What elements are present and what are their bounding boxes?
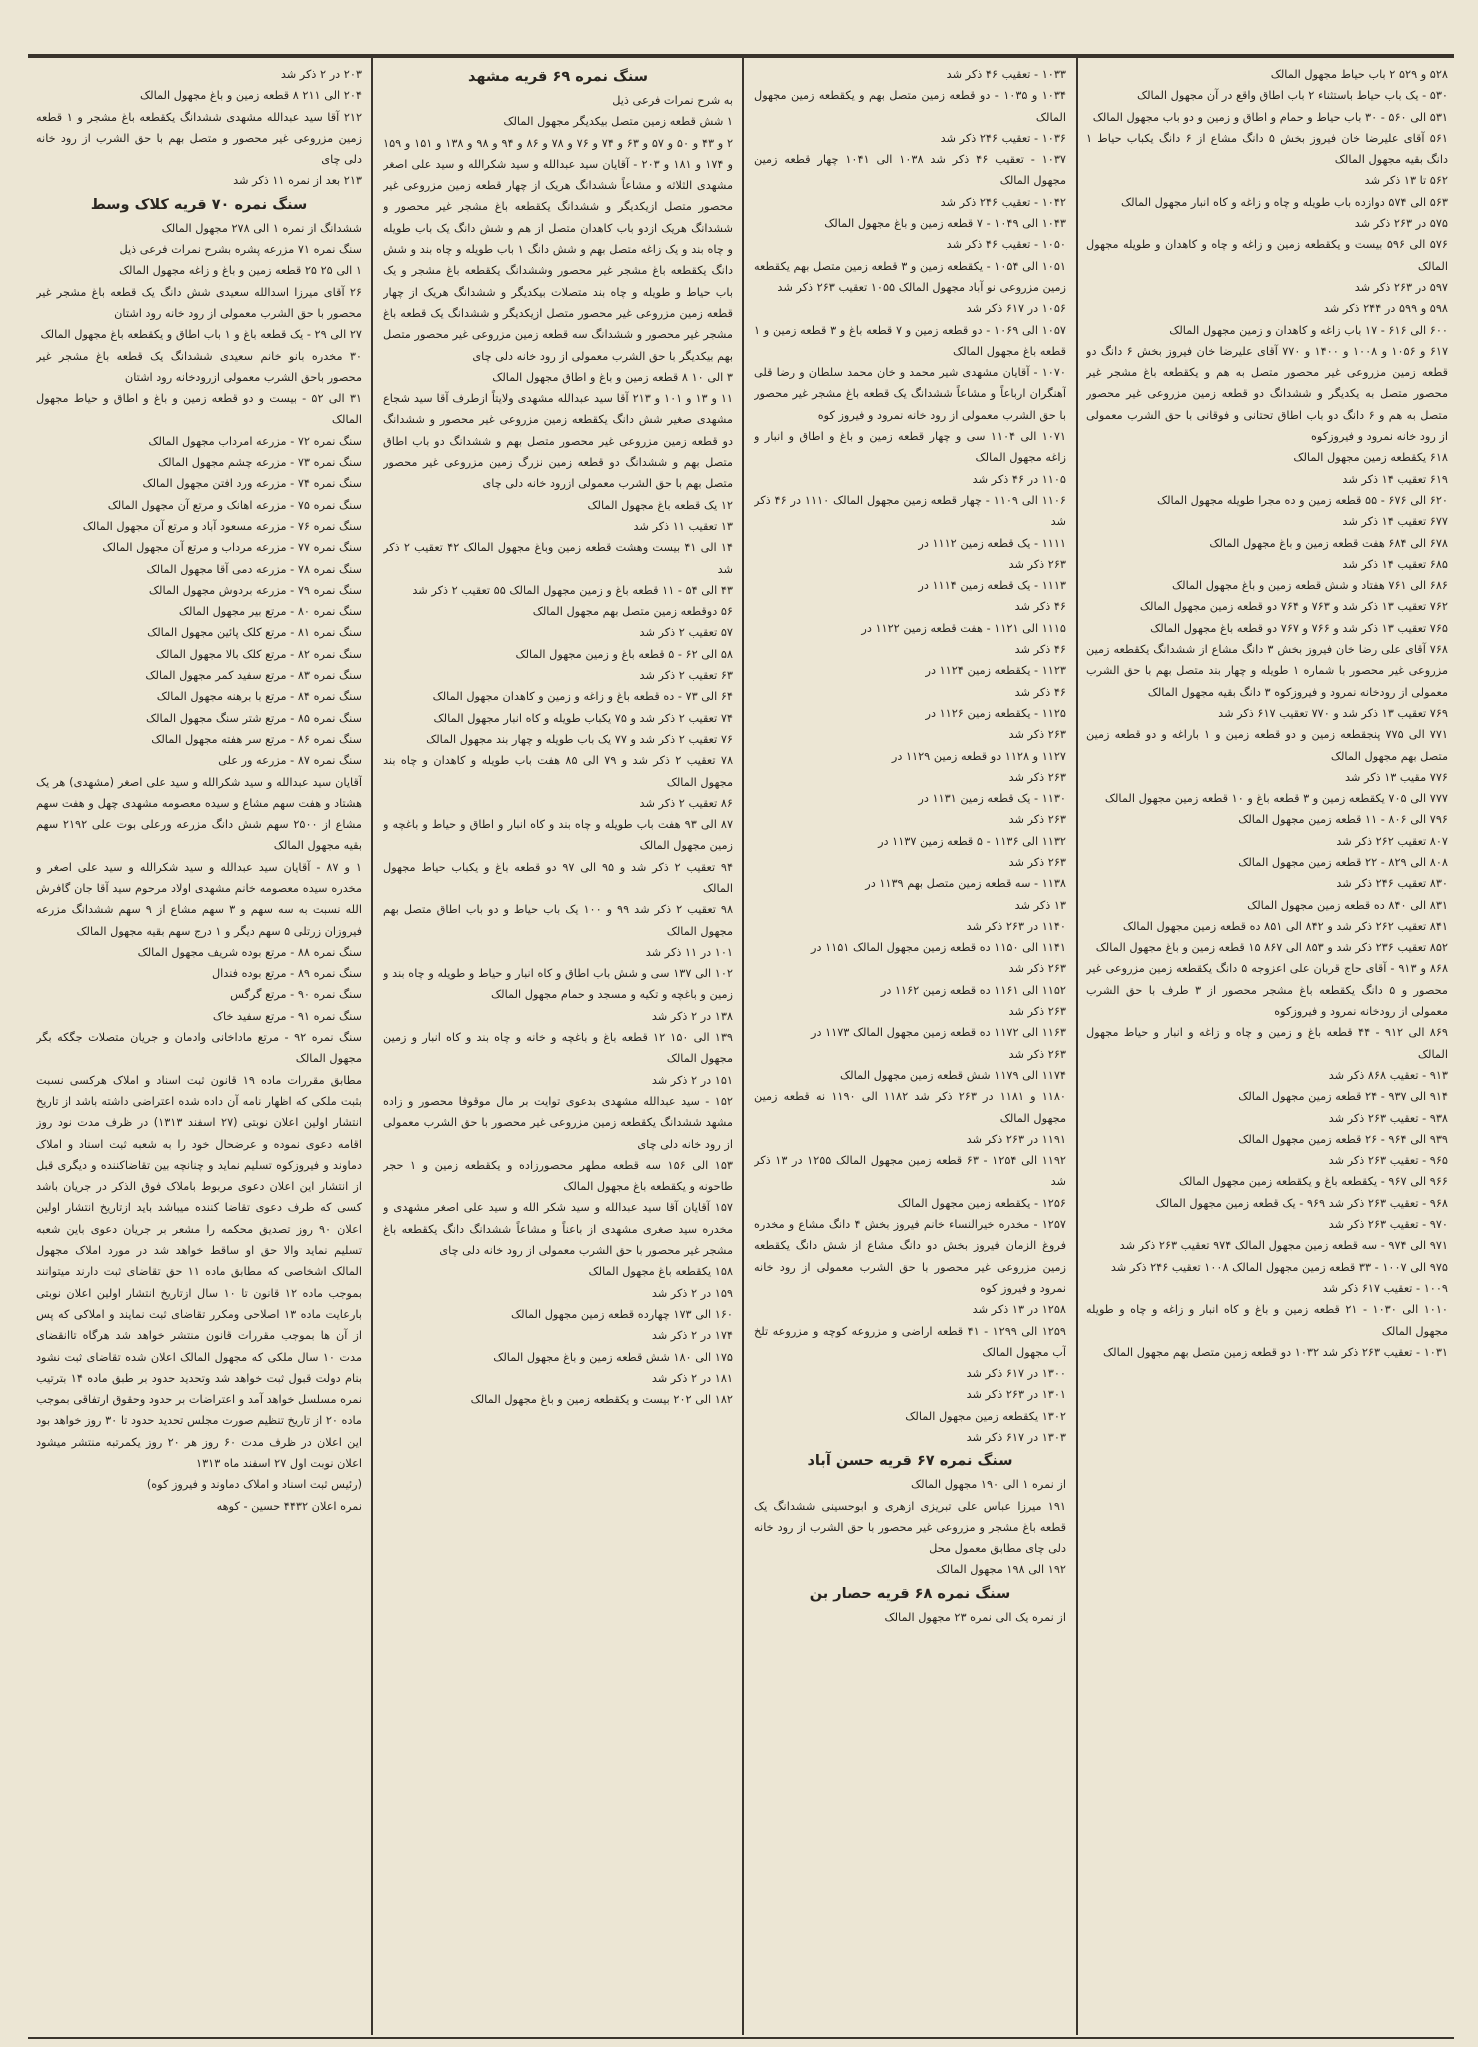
text-line: ۵۸ الی ۶۲ - ۵ قطعه باغ و زمین مجهول المالک [515,647,733,661]
text-line: ۱۵۲ - سید عبدالله مشهدی بدعوی توایت بر مال موقوفا محصور و زاده مشهد ششدانگ یکقطعه زمین مزروعی غیر محصور با حق الشرب معمولی از رود خانه دلی چای [383,1094,733,1151]
text-line: سنگ نمره ۷۳ - مزرعه چشم مجهول المالک [158,456,362,470]
column-4 [36,64,362,2034]
text-line: ۲۱۳ بعد از نمره ۱۱ ذکر شد [233,174,362,188]
text-line: ۸۰۷ تعقیب ۲۶۲ ذکر شد [1336,834,1448,848]
text-line: ۱۱۷۴ الی ۱۱۷۹ شش قطعه زمین مجهول المالک [840,1068,1066,1082]
text-line: سنگ نمره ۷۴ - مزرعه ورد افتن مجهول المالک [142,477,362,491]
text-line: ۱ و ۸۷ - آقایان سید عبدالله و سید شکرالله و سید علی اصغر و مخدره سیده معصومه خانم مشهدی اولاد مرحوم سید آقا جان گافرش الله نسبت به سه سهم و ۳ سهم مشاع از ۹ سهم ششدانگ مزرعه فیروزان زرتلی ۵ سهم دیگر و ۱ درج سهم بقیه مجهول المالک [36,860,362,938]
text-line: سنگ نمره ۸۷ - مزرعه ور علی [218,754,362,768]
text-line: ۵۷۵ در ۲۶۳ ذکر شد [1354,217,1448,231]
text-line: ۱۲۵۹ الی ۱۲۹۹ - ۴۱ قطعه اراضی و مزروعه کوچه و مزروعه تلخ آب مجهول المالک [754,1324,1066,1359]
text-line: ۷۸ تعقیب ۲ ذکر شد و ۷۹ الی ۸۵ هفت باب طویله و کاهدان و چاه بند مجهول المالک [383,754,733,789]
section-heading: سنگ نمره ۶۷ قریه حسن آباد [807,1453,1013,1470]
text-line: ۱۱۸۰ و ۱۱۸۱ در ۲۶۳ ذکر شد ۱۱۸۲ الی ۱۱۹۰ نه قطعه زمین مجهول المالک [754,1090,1066,1125]
text-line: ۷۷۷ الی ۷۰۵ یکقطعه زمین و ۳ قطعه باغ و ۱۰ قطعه زمین مجهول المالک [1104,792,1448,806]
text-line: ۷۹۶ الی ۸۰۶ - ۱۱ قطعه زمین مجهول المالک [1238,813,1448,827]
text-line: سنگ نمره ۷۱ مزرعه پشره بشرح نمرات فرعی ذیل [119,243,362,257]
text-line: ۱۰۴۳ الی ۱۰۴۹ - ۷ قطعه زمین و باغ مجهول المالک [824,217,1066,231]
section-heading: سنگ نمره ۶۹ قریه مشهد [467,69,649,85]
text-line: ۲۶۳ ذکر شد [1008,770,1066,784]
text-line: ۱۵۱ در ۲ ذکر شد [651,1073,733,1087]
text-line: ۳۱ الی ۵۲ - بیست و دو قطعه زمین و باغ و اطاق و حیاط مجهول المالک [36,392,362,427]
text-line: سنگ نمره ۸۳ - مرتع سفید کمر مجهول المالک [145,669,362,683]
text-line: ۹۶۸ - تعقیب ۲۶۳ ذکر شد ۹۶۹ - یک قطعه زمین مجهول المالک [1155,1196,1448,1210]
text-line: ۱۰۳۷ - تعقیب ۴۶ ذکر شد ۱۰۳۸ الی ۱۰۴۱ چهار قطعه زمین مجهول المالک [754,153,1066,188]
text-line: ۱۰۵۶ در ۶۱۷ ذکر شد [966,302,1066,316]
text-line: سنگ نمره ۷۸ - مزرعه دمی آقا مجهول المالک [146,562,362,576]
text-line: ۲۰۴ الی ۲۱۱ ۸ قطعه زمین و باغ مجهول المالک [140,89,362,103]
text-line: ۵۶۲ تا ۱۳ ذکر شد [1364,174,1448,188]
text-line: ۲۶۳ ذکر شد [1008,962,1066,976]
text-line: ۱۸۲ الی ۲۰۲ بیست و یکقطعه زمین و باغ مجهول المالک [470,1393,733,1407]
text-line: ۲۶۳ ذکر شد [1008,1005,1066,1019]
text-line: ۸۳۱ الی ۸۴۰ ده قطعه زمین مجهول المالک [1247,898,1448,912]
text-line: ۸۷ الی ۹۳ هفت باب طویله و چاه بند و کاه انبار و اطاق و حیاط و باغچه و زمین مجهول المالک [383,818,733,853]
text-line: ۹۷۰ - تعقیب ۲۶۳ ذکر شد [1328,1218,1448,1232]
text-line: ۱۱۲۷ و ۱۱۲۸ دو قطعه زمین ۱۱۲۹ در [891,749,1066,763]
text-line: ۲۷ الی ۲۹ - یک قطعه باغ و ۱ باب اطاق و یکقطعه باغ مجهول المالک [40,328,362,342]
text-line: ۱۰۷۰ - آقایان مشهدی شیر محمد و خان محمد سلطان و رضا قلی آهنگران ارباعاً و مشاعاً ششدانگ یک قطعه باغ مشجر غیر محصور با حق الشرب معمولی از رود خانه نمرود و فیروز کوه [754,366,1066,422]
text-line: ۱۰۵۰ - تعقیب ۴۶ ذکر شد [946,238,1066,252]
text-line: ۱۱۲۳ - یکقطعه زمین ۱۱۲۴ در [925,664,1066,678]
text-line: ۹۳۹ الی ۹۶۴ - ۲۶ قطعه زمین مجهول المالک [1238,1132,1448,1146]
text-line: ۲۶۳ ذکر شد [1008,813,1066,827]
top-rule [28,54,1454,58]
text-line: ۵۹۸ و ۵۹۹ در ۲۴۴ ذکر شد [1323,302,1448,316]
text-line: ۱۰۷۱ الی ۱۱۰۴ سی و چهار قطعه زمین و باغ و اطاق و انبار و زاغه مجهول المالک [754,430,1066,465]
text-line: ۵۲۸ و ۵۲۹ ۲ باب حیاط مجهول المالک [1270,68,1448,81]
text-line: ۵۳۱ الی ۵۶۰ - ۳۰ باب حیاط و حمام و اطاق و زمین و دو باب مجهول المالک [1092,110,1448,124]
text-line: ۱۱۰۶ الی ۱۱۰۹ - چهار قطعه زمین مجهول المالک ۱۱۱۰ در ۴۶ ذکر شد [754,493,1066,529]
text-line: ۱۶۰ الی ۱۷۳ چهارده قطعه زمین مجهول المالک [511,1307,733,1321]
text-line: ۶۱۹ تعقیب ۱۴ ذکر شد [1342,472,1448,486]
text-line: ۸۰۸ الی ۸۲۹ - ۲۲ قطعه زمین مجهول المالک [1238,855,1448,869]
text-line: ششدانگ از نمره ۱ الی ۲۷۸ مجهول المالک [161,221,362,235]
text-line: ۱ شش قطعه زمین متصل بیکدیگر مجهول المالک [503,115,733,129]
text-line: ۲۰۳ در ۲ ذکر شد [280,68,362,81]
text-line: ۹۸ تعقیب ۲ ذکر شد ۹۹ و ۱۰۰ یک باب حیاط و دو باب اطاق متصل بهم مجهول المالک [383,903,733,938]
text-line: ۶۷۷ تعقیب ۱۴ ذکر شد [1342,515,1448,529]
text-line: ۵۷۶ الی ۵۹۶ بیست و یکقطعه زمین و زاغه و چاه و کاهدان و طویله مجهول المالک [1086,238,1448,273]
text-line: سنگ نمره ۹۲ - مرتع ماداخانی وادمان و جریان متصلات جگکه بگر مجهول المالک [36,1031,362,1066]
text-line: ۱۹۱ میرزا عباس علی تبریزی ازهری و ابوحسینی ششدانگ یک قطعه باغ مشجر و مزروعی غیر محصور با حق الشرب از رود خانه دلی چای مطابق معمول محل [754,1499,1066,1556]
text-line: ۶۳ تعقیب ۲ ذکر شد [639,669,733,683]
text-line: ۶۷۸ الی ۶۸۴ هفت قطعه زمین و باغ مجهول المالک [1209,536,1448,550]
text-line: ۱۱۱۳ - یک قطعه زمین ۱۱۱۴ در [918,579,1066,593]
text-line: ۱۰۳۳ - تعقیب ۴۶ ذکر شد [946,68,1066,81]
text-line: ۱۰۱۰ الی ۱۰۳۰ - ۲۱ قطعه زمین و باغ و کاه انبار و زاغه و چاه و طویله مجهول المالک [1086,1303,1448,1338]
text-line: ۴۳ الی ۵۴ - ۱۱ قطعه باغ و زمین مجهول المالک ۵۵ تعقیب ۲ ذکر شد [412,583,733,597]
section-heading: سنگ نمره ۷۰ قریه کلاک وسط [90,196,308,213]
text-line: ۱۰۵۱ الی ۱۰۵۴ - یکقطعه زمین و ۳ قطعه زمین متصل بهم یکقطعه زمین مزروعی نو آباد مجهول المالک ۱۰۵۵ تعقیب ۲۶۳ ذکر شد [754,259,1066,294]
text-line: ۷۷۶ مقیب ۱۳ ذکر شد [1344,770,1448,784]
text-line: ۱۱۹۱ در ۲۶۳ ذکر شد [966,1132,1066,1146]
text-line: ۲۶۳ ذکر شد [1008,1047,1066,1061]
text-line: ۲۶۳ ذکر شد [1008,557,1066,571]
text-line: ۳۰ مخدره بانو خانم سعیدی ششدانگ یک قطعه باغ مشجر غیر محصور باحق الشرب معمولی ازرودخانه رود اشتان [36,349,362,384]
text-line: ۱۷۴ در ۲ ذکر شد [651,1329,733,1343]
text-line: ۷۴ تعقیب ۲ ذکر شد و ۷۵ یکباب طویله و کاه انبار مجهول المالک [433,711,733,725]
text-line: سنگ نمره ۸۴ - مرتع با برهنه مجهول المالک [156,690,362,704]
column-3 [383,64,733,2034]
text-line: ۱۱۴۰ در ۲۶۳ ذکر شد [966,919,1066,933]
text-line: سنگ نمره ۸۹ - مرتع بوده فندال [211,967,362,981]
text-line: ۲ و ۴۳ و ۵۰ و ۵۷ و ۶۳ و ۷۴ و ۷۶ و ۷۸ و ۸۶ و ۹۴ و ۹۸ و ۱۳۸ و ۱۵۱ و ۱۵۹ و ۱۷۴ و ۱۸۱ و ۲۰۳ - آقایان سید عبدالله و سید شکرالله و سید علی اصغر مشهدی الثلاثه و مشاعاً ششدانگ هریک از چهار قطعه زمین مزروعی غیر محصور متصل ازیکدیگر و ششدانگ یکقطعه باغ مشجر غیر محصور و ششدانگ هریک ازدو باب کاهدان متصل از هم و شش دانگ یک باب طویله و چاه بند و یک زاغه متصل بهم و شش دانگ ۱ باب طویله و چاه بند و شش دانگ یکقطعه باغ مشجر غیر محصور وششدانگ یکقطعه باغ مشجر و یک باب حیاط و طویله و چاه بند متصلات بیکدیگر و ششدانگ هریک از چهار قطعه زمین مزروعی غیر محصور متصل ازیکدیگر و ششدانگ یک قطعه باغ مشجر غیر محصور و ششدانگ سه قطعه زمین مزروعی غیر محصور متصل بهم بیکدیگر با حق الشرب معمولی از رود خانه دلی چای [383,136,733,363]
text-line: ۶۸۵ تعقیب ۱۴ ذکر شد [1342,557,1448,571]
text-line: ۱۰۴۲ - تعقیب ۲۴۶ ذکر شد [940,195,1066,209]
text-line: ۹۱۳ - تعقیب ۸۶۸ ذکر شد [1328,1068,1448,1082]
text-line: ۸۶۸ و ۹۱۳ - آقای حاج قربان علی اعزوجه ۵ دانگ یکقطعه زمین مزروعی غیر محصور و ۵ دانگ یکقطعه باغ مشجر محصور از ۳ طرف با حق الشرب معمولی از رودخانه نمرود و فیروزکوه [1086,962,1448,1019]
text-line: سنگ نمره ۸۶ - مرتع سر هفته مجهول المالک [151,732,362,746]
text-line: ۷۶۹ تعقیب ۱۳ ذکر شد و ۷۷۰ تعقیب ۶۱۷ ذکر شد [1218,706,1448,720]
text-line: ۶۰۰ الی ۶۱۶ - ۱۷ باب زاغه و کاهدان و زمین مجهول المالک [1169,323,1448,337]
text-line: ۶۱۷ و ۱۰۵۶ و ۱۰۰۸ و ۱۴۰۰ و ۷۷۰ آقای علیرضا خان فیروز بخش ۶ دانگ دو قطعه زمین مزروعی غیر محصور متصل به هم و یکقطعه باغ مشجر غیر محصور متصل به یکدیگر و ششدانگ دو قطعه زمین مزروعی غیر محصور متصل به هم و ۶ دانگ دو باب اطاق تحتانی و فوقانی با حق الشرب معمولی از رود خانه نمرود و فیروزکوه [1086,344,1448,444]
text-line: ۹۳۸ - تعقیب ۲۶۳ ذکر شد [1328,1111,1448,1125]
text-line: سنگ نمره ۸۱ - مرتع کلک پائین مجهول المالک [147,626,362,640]
text-line: نمره اعلان ۴۴۳۲ حسین - کوهه [216,1499,362,1513]
column-divider [742,58,744,2035]
text-line: ۹۶۶ الی ۹۶۷ - یکقطعه باغ و یکقطعه زمین مجهول المالک [1178,1175,1448,1189]
text-line: ۱۰۲ الی ۱۳۷ سی و شش باب اطاق و کاه انبار و حیاط و طویله و چاه بند و زمین و باغچه و تکیه و مسجد و حمام مجهول المالک [383,967,733,1002]
text-line: ۱۱۵۲ الی ۱۱۶۱ ده قطعه زمین ۱۱۶۲ در [880,983,1066,997]
text-line: سنگ نمره ۹۱ - مرتع سفید خاک [212,1009,362,1023]
text-line: ۱۰۵۷ الی ۱۰۶۹ - دو قطعه زمین و ۷ قطعه باغ و ۳ قطعه زمین و ۱ قطعه باغ مجهول المالک [754,323,1066,358]
text-line: (رئیس ثبت اسناد و املاک دماوند و فیروز کوه) [146,1478,362,1492]
text-line: سنگ نمره ۷۶ - مزرعه مسعود آباد و مرتع آن مجهول المالک [82,519,362,533]
text-line: ۸۳۰ تعقیب ۲۴۶ ذکر شد [1336,877,1448,891]
text-line: ۲۶ آقای میرزا اسدالله سعیدی شش دانگ یک قطعه باغ مشجر غیر محصور با حق الشرب معمولی از رود خانه رود اشتان [36,285,362,320]
text-line: ۱۱۳۲ الی ۱۱۳۶ - ۵ قطعه زمین ۱۱۳۷ در [878,834,1066,848]
text-line: ۳ الی ۱۰ ۸ قطعه زمین و باغ و اطاق مجهول المالک [492,370,733,384]
text-line: ۸۶ تعقیب ۲ ذکر شد [639,796,733,810]
text-line: ۱۳۰۲ یکقطعه زمین مجهول المالک [905,1409,1066,1423]
section-heading: سنگ نمره ۶۸ قریه حصار بن [809,1585,1011,1602]
text-line: ۱۰۳۶ - تعقیب ۲۴۶ ذکر شد [940,131,1066,145]
text-line: ۹۱۴ الی ۹۳۷ - ۲۴ قطعه زمین مجهول المالک [1238,1090,1448,1104]
text-line: ۱۱۱۱ - یک قطعه زمین ۱۱۱۲ در [918,536,1066,550]
text-line: ۹۷۵ الی ۱۰۰۷ - ۳۳ قطعه زمین مجهول المالک ۱۰۰۸ تعقیب ۲۴۶ ذکر شد [1110,1260,1448,1274]
text-line: ۱۳۰۰ در ۶۱۷ ذکر شد [966,1367,1066,1381]
text-line: ۱۴ الی ۴۱ بیست وهشت قطعه زمین وباغ مجهول المالک ۴۲ تعقیب ۲ ذکر شد [383,541,733,576]
text-line: ۱۲۵۷ - مخدره خیرالنساء خانم فیروز بخش ۴ دانگ مشاع و مخدره فروغ الزمان فیروز بخش دو دانگ مشاع از شش دانگ یکقطعه زمین مزروعی غیر محصور با حق الشرب معمولی از رود خانه نمرود و فیروز کوه [754,1218,1066,1295]
bottom-rule [28,2037,1454,2039]
column-1 [1086,64,1448,2034]
text-line: از نمره یک الی نمره ۲۳ مجهول المالک [884,1610,1066,1624]
text-line: ۲۱۲ آقا سید عبدالله مشهدی ششدانگ یکقطعه باغ مشجر و ۱ قطعه زمین مزروعی غیر محصور و متصل بهم با حق الشرب از رود خانه دلی چای [36,110,362,167]
text-line: ۱ الی ۲۵ ۲۵ قطعه زمین و باغ و زاغه مجهول المالک [118,264,362,278]
text-line: ۱۰۱ در ۱۱ ذکر شد [645,945,733,959]
text-line: ۱۳۸ در ۲ ذکر شد [651,1009,733,1023]
text-line: ۱۳ ذکر شد [1014,898,1066,912]
text-line: ۸۶۹ الی ۹۱۲ - ۴۴ قطعه باغ و زمین و چاه و زاغه و انبار و حیاط مجهول المالک [1086,1026,1448,1061]
text-line: از نمره ۱ الی ۱۹۰ مجهول المالک [911,1478,1066,1492]
text-line: ۱۸۱ در ۲ ذکر شد [651,1371,733,1385]
text-line: ۸۴۱ تعقیب ۲۶۲ ذکر شد و ۸۴۲ الی ۸۵۱ ده قطعه زمین مجهول المالک [1122,919,1448,933]
text-line: ۱۳۰۱ در ۲۶۳ ذکر شد [966,1388,1066,1402]
text-line: ۵۳۰ - یک باب حیاط باستثناء ۲ باب اطاق واقع در آن مجهول المالک [1136,89,1448,103]
text-line: سنگ نمره ۸۲ - مرتع کلک بالا مجهول المالک [155,647,362,661]
text-line: ۲۶۳ ذکر شد [1008,728,1066,742]
text-line: سنگ نمره ۸۸ - مرتع بوده شریف مجهول المالک [137,945,362,959]
text-line: ۷۶۵ تعقیب ۱۳ ذکر شد و ۷۶۶ و ۷۶۷ دو قطعه باغ مجهول المالک [1150,621,1448,635]
text-line: ۱۱۱۵ الی ۱۱۲۱ - هفت قطعه زمین ۱۱۲۲ در [861,621,1066,635]
text-line: آقایان سید عبدالله و سید شکرالله و سید علی اصغر (مشهدی) هر یک هشتاد و هفت سهم مشاع و سیده معصومه مشهدی چهل و هفت سهم مشاع از ۲۵۰۰ سهم شش دانگ مزرعه ورعلی بوت علی ۲۱۹۲ سهم بقیه مجهول المالک [36,775,362,853]
text-line: ۱۱۶۳ الی ۱۱۷۲ ده قطعه زمین مجهول المالک ۱۱۷۳ در [811,1026,1066,1040]
text-line: ۶۱۸ یکقطعه زمین مجهول المالک [1293,451,1448,465]
text-line: ۱۹۲ الی ۱۹۸ مجهول المالک [936,1563,1066,1577]
text-line: ۱۳ تعقیب ۱۱ ذکر شد [633,519,733,533]
text-line: ۸۵۲ تعقیب ۲۳۶ ذکر شد و ۸۵۳ الی ۸۶۷ ۱۵ قطعه زمین و باغ مجهول المالک [1095,941,1448,955]
text-line: ۱۱۹۲ الی ۱۲۵۴ - ۶۳ قطعه زمین مجهول المالک ۱۲۵۵ در ۱۳ ذکر شد [754,1154,1066,1189]
text-line: ۱۱ و ۱۳ و ۱۰۱ و ۲۱۳ آقا سید عبدالله مشهدی ولایتاً ازطرف آقا سید شجاع مشهدی صغیر شش دانگ یکقطعه زمین مزروعی غیر محصور و ششدانگ دو قطعه زمین مزروعی غیر محصور متصل بهم و ششدانگ دو باب اطاق متصل بهم و ششدانگ دو قطعه زمین نزرگ زمین مزروعی غیر محصور متصل بهم با حق الشرب معمولی ازرود خانه دلی چای [383,392,733,491]
text-line: ۴۶ ذکر شد [1014,685,1066,699]
text-line: ۵۶ دوقطعه زمین متصل بهم مجهول المالک [532,605,733,619]
text-line: ۱۵۹ در ۲ ذکر شد [651,1286,733,1300]
text-line: ۷۶۲ تعقیب ۱۳ ذکر شد و ۷۶۳ و ۷۶۴ دو قطعه زمین مجهول المالک [1139,600,1448,614]
text-line: به شرح نمرات فرعی ذیل [612,94,733,107]
text-line: سنگ نمره ۷۷ - مزرعه مرداب و مرتع آن مجهول المالک [102,541,362,555]
text-line: ۷۷۱ الی ۷۷۵ پنجقطعه زمین و دو قطعه زمین و ۱ باراغه و دو قطعه زمین متصل بهم مجهول المالک [1086,728,1448,763]
text-line: سنگ نمره ۹۰ - مرتع گرگس [230,988,362,1002]
text-line: سنگ نمره ۷۹ - مزرعه بردوش مجهول المالک [148,583,362,597]
column-divider [371,58,373,2035]
text-line: ۶۲۰ الی ۶۷۶ - ۵۵ قطعه زمین و ده مجرا طویله مجهول المالک [1156,493,1448,507]
text-line: ۴۶ ذکر شد [1014,600,1066,614]
text-line: ۱۵۷ آقایان آقا سید عبدالله و سید شکر الله و سید علی اصغر مشهدی و مخدره سید صغری مشهدی از باعناً و مشاعاً ششدانگ دانگ یکقطعه باغ مشجر غیر محصور با حق الشرب معمولی از رود خانه دلی چای [383,1201,733,1258]
text-line: مطابق مقررات ماده ۱۹ قانون ثبت اسناد و املاک هرکسی نسبت بثبت ملکی که اظهار نامه آن داده شده اعتراضی داشته باشد از تاریخ انتشار اولین اعلان نوبتی (۲۷ اسفند ۱۳۱۳) در ظرف مدت نود روز اقامه دعوی نموده و عرضحال خود را به شعبه ثبت اسناد و املاک دماوند و فیروزکوه تسلیم نماید و چنانچه بین تقاضاکننده و دیگری قبل از انتشار این اعلان دعوی مربوط باملاک فوق الذکر در جریان باشد کسی که طرف دعوی تقاضا کننده میباشد باید ازتاریخ انتشار اولین اعلان ۹۰ روز تصدیق محکمه را مشعر بر جریان دعوی باین شعبه تسلیم نماید والا حق او ساقط خواهد شد در مورد املاک مجهول المالک اشخاصی که مطابق ماده ۱۱ حق تقاضای ثبت دارند میتوانند بموجب ماده ۱۲ قانون تا ۱۰ سال ازتاریخ انتشار اولین اعلان نوبتی بارعایت ماده ۱۳ اصلاحی ومکرر تقاضای ثبت نمایند و املاکی که پس از آن ها بموجب مقررات قانون منتشر خواهد شد هرگاه تاانقضای مدت ۱۰ سال ملکی که مجهول المالک اعلان شده تقاضای ثبت نشود بنام دولت قبول ثبت خواهد شد وتحدید حدود بر طبق ماده ۱۴ بترتیب نمره مسلسل خواهد آمد و اعتراضات بر حدود وحقوق ارتفاقی بموجب ماده ۲۰ از تاریخ تنظیم صورت مجلس تحدید حدود تا ۳۰ روز خواهد بود [36,1073,362,1428]
text-line: ۷۶۸ آقای علی رضا خان فیروز بخش ۳ دانگ مشاع از ششدانگ یکقطعه زمین مزروعی غیر محصور با شماره ۱ طویله و چهار بند متصل بهم با حق الشرب معمولی از رودخانه نمرود و فیروزکوه ۳ دانگ بقیه مجهول المالک [1086,643,1448,699]
text-line: ۱۲۵۸ در ۱۳ ذکر شد [972,1303,1066,1317]
column-2 [754,64,1066,2034]
text-line: سنگ نمره ۸۰ - مرتع بیر مجهول المالک [178,605,362,619]
text-line: سنگ نمره ۷۵ - مزرعه اهانک و مرتع آن مجهول المالک [107,498,362,512]
text-line: ۱۵۳ الی ۱۵۶ سه قطعه مطهر محصورزاده و یکقطعه زمین و ۱ حجر طاحونه و یکقطعه باغ مجهول المالک [383,1158,733,1194]
text-line: ۷۶ تعقیب ۲ ذکر شد و ۷۷ یک باب طویله و چهار بند مجهول المالک [426,732,733,746]
text-line: ۱۰۳۱ - تعقیب ۲۶۳ ذکر شد ۱۰۳۲ دو قطعه زمین متصل بهم مجهول المالک [1103,1345,1448,1359]
text-line: ۴۶ ذکر شد [1014,643,1066,657]
text-line: ۵۶۱ آقای علیرضا خان فیروز بخش ۵ دانگ مشاع از ۶ دانگ یکباب حیاط ۱ دانگ بقیه مجهول المالک [1086,131,1448,167]
text-line: ۱۱۲۵ - یکقطعه زمین ۱۱۲۶ در [925,706,1066,720]
text-line: ۱۱۰۵ در ۴۶ ذکر شد [972,472,1066,486]
text-line: ۱۵۸ یکقطعه باغ مجهول المالک [588,1265,733,1279]
text-line: ۱۰۰۹ - تعقیب ۶۱۷ ذکر شد [1322,1281,1448,1295]
text-line: این اعلان در ظرف مدت ۶۰ روز هر ۲۰ روز یکمرتبه منتشر میشود اعلان نوبت اول ۲۷ اسفند ماه ۱۳۱۳ [36,1435,362,1470]
text-line: ۹۶۵ - تعقیب ۲۶۳ ذکر شد [1328,1154,1448,1168]
text-line: ۶۴ الی ۷۳ - ده قطعه باغ و زاغه و زمین و کاهدان مجهول المالک [432,690,733,704]
text-line: ۱۰۳۴ و ۱۰۳۵ - دو قطعه زمین متصل بهم و یکقطعه زمین مجهول المالک [754,89,1066,124]
text-line: ۱۷۵ الی ۱۸۰ شش قطعه زمین و باغ مجهول المالک [493,1350,733,1364]
text-line: ۱۲ یک قطعه باغ مجهول المالک [587,498,733,512]
text-line: ۱۱۳۰ - یک قطعه زمین ۱۱۳۱ در [918,792,1066,806]
text-line: ۵۹۷ در ۲۶۳ ذکر شد [1354,280,1448,294]
text-line: ۱۲۵۶ - یکقطعه زمین مجهول المالک [897,1196,1066,1210]
text-line: ۵۷ تعقیب ۲ ذکر شد [639,626,733,640]
text-line: سنگ نمره ۸۵ - مرتع شتر سنگ مجهول المالک [146,711,362,725]
column-divider [1076,58,1078,2035]
text-line: ۶۸۶ الی ۷۶۱ هفتاد و شش قطعه زمین و باغ مجهول المالک [1172,579,1448,593]
text-line: ۱۱۴۱ الی ۱۱۵۰ ده قطعه زمین مجهول المالک ۱۱۵۱ در [811,941,1066,955]
text-line: ۵۶۳ الی ۵۷۴ دوازده باب طویله و چاه و زاغه و کاه انبار مجهول المالک [1120,195,1448,209]
text-line: سنگ نمره ۷۲ - مزرعه امرداب مجهول المالک [148,434,362,448]
text-line: ۱۱۳۸ - سه قطعه زمین متصل بهم ۱۱۳۹ در [865,877,1066,891]
text-line: ۱۳۰۳ در ۶۱۷ ذکر شد [966,1431,1066,1444]
text-line: ۹۷۱ الی ۹۷۴ - سه قطعه زمین مجهول المالک ۹۷۴ تعقیب ۲۶۳ ذکر شد [1119,1239,1448,1253]
text-line: ۱۳۹ الی ۱۵۰ ۱۲ قطعه باغ و باغچه و خانه و چاه بند و کاه انبار و زمین مجهول المالک [383,1031,733,1066]
text-line: ۹۴ تعقیب ۲ ذکر شد و ۹۵ الی ۹۷ دو قطعه باغ و یکباب حیاط مجهول المالک [383,860,733,895]
text-line: ۲۶۳ ذکر شد [1008,855,1066,869]
